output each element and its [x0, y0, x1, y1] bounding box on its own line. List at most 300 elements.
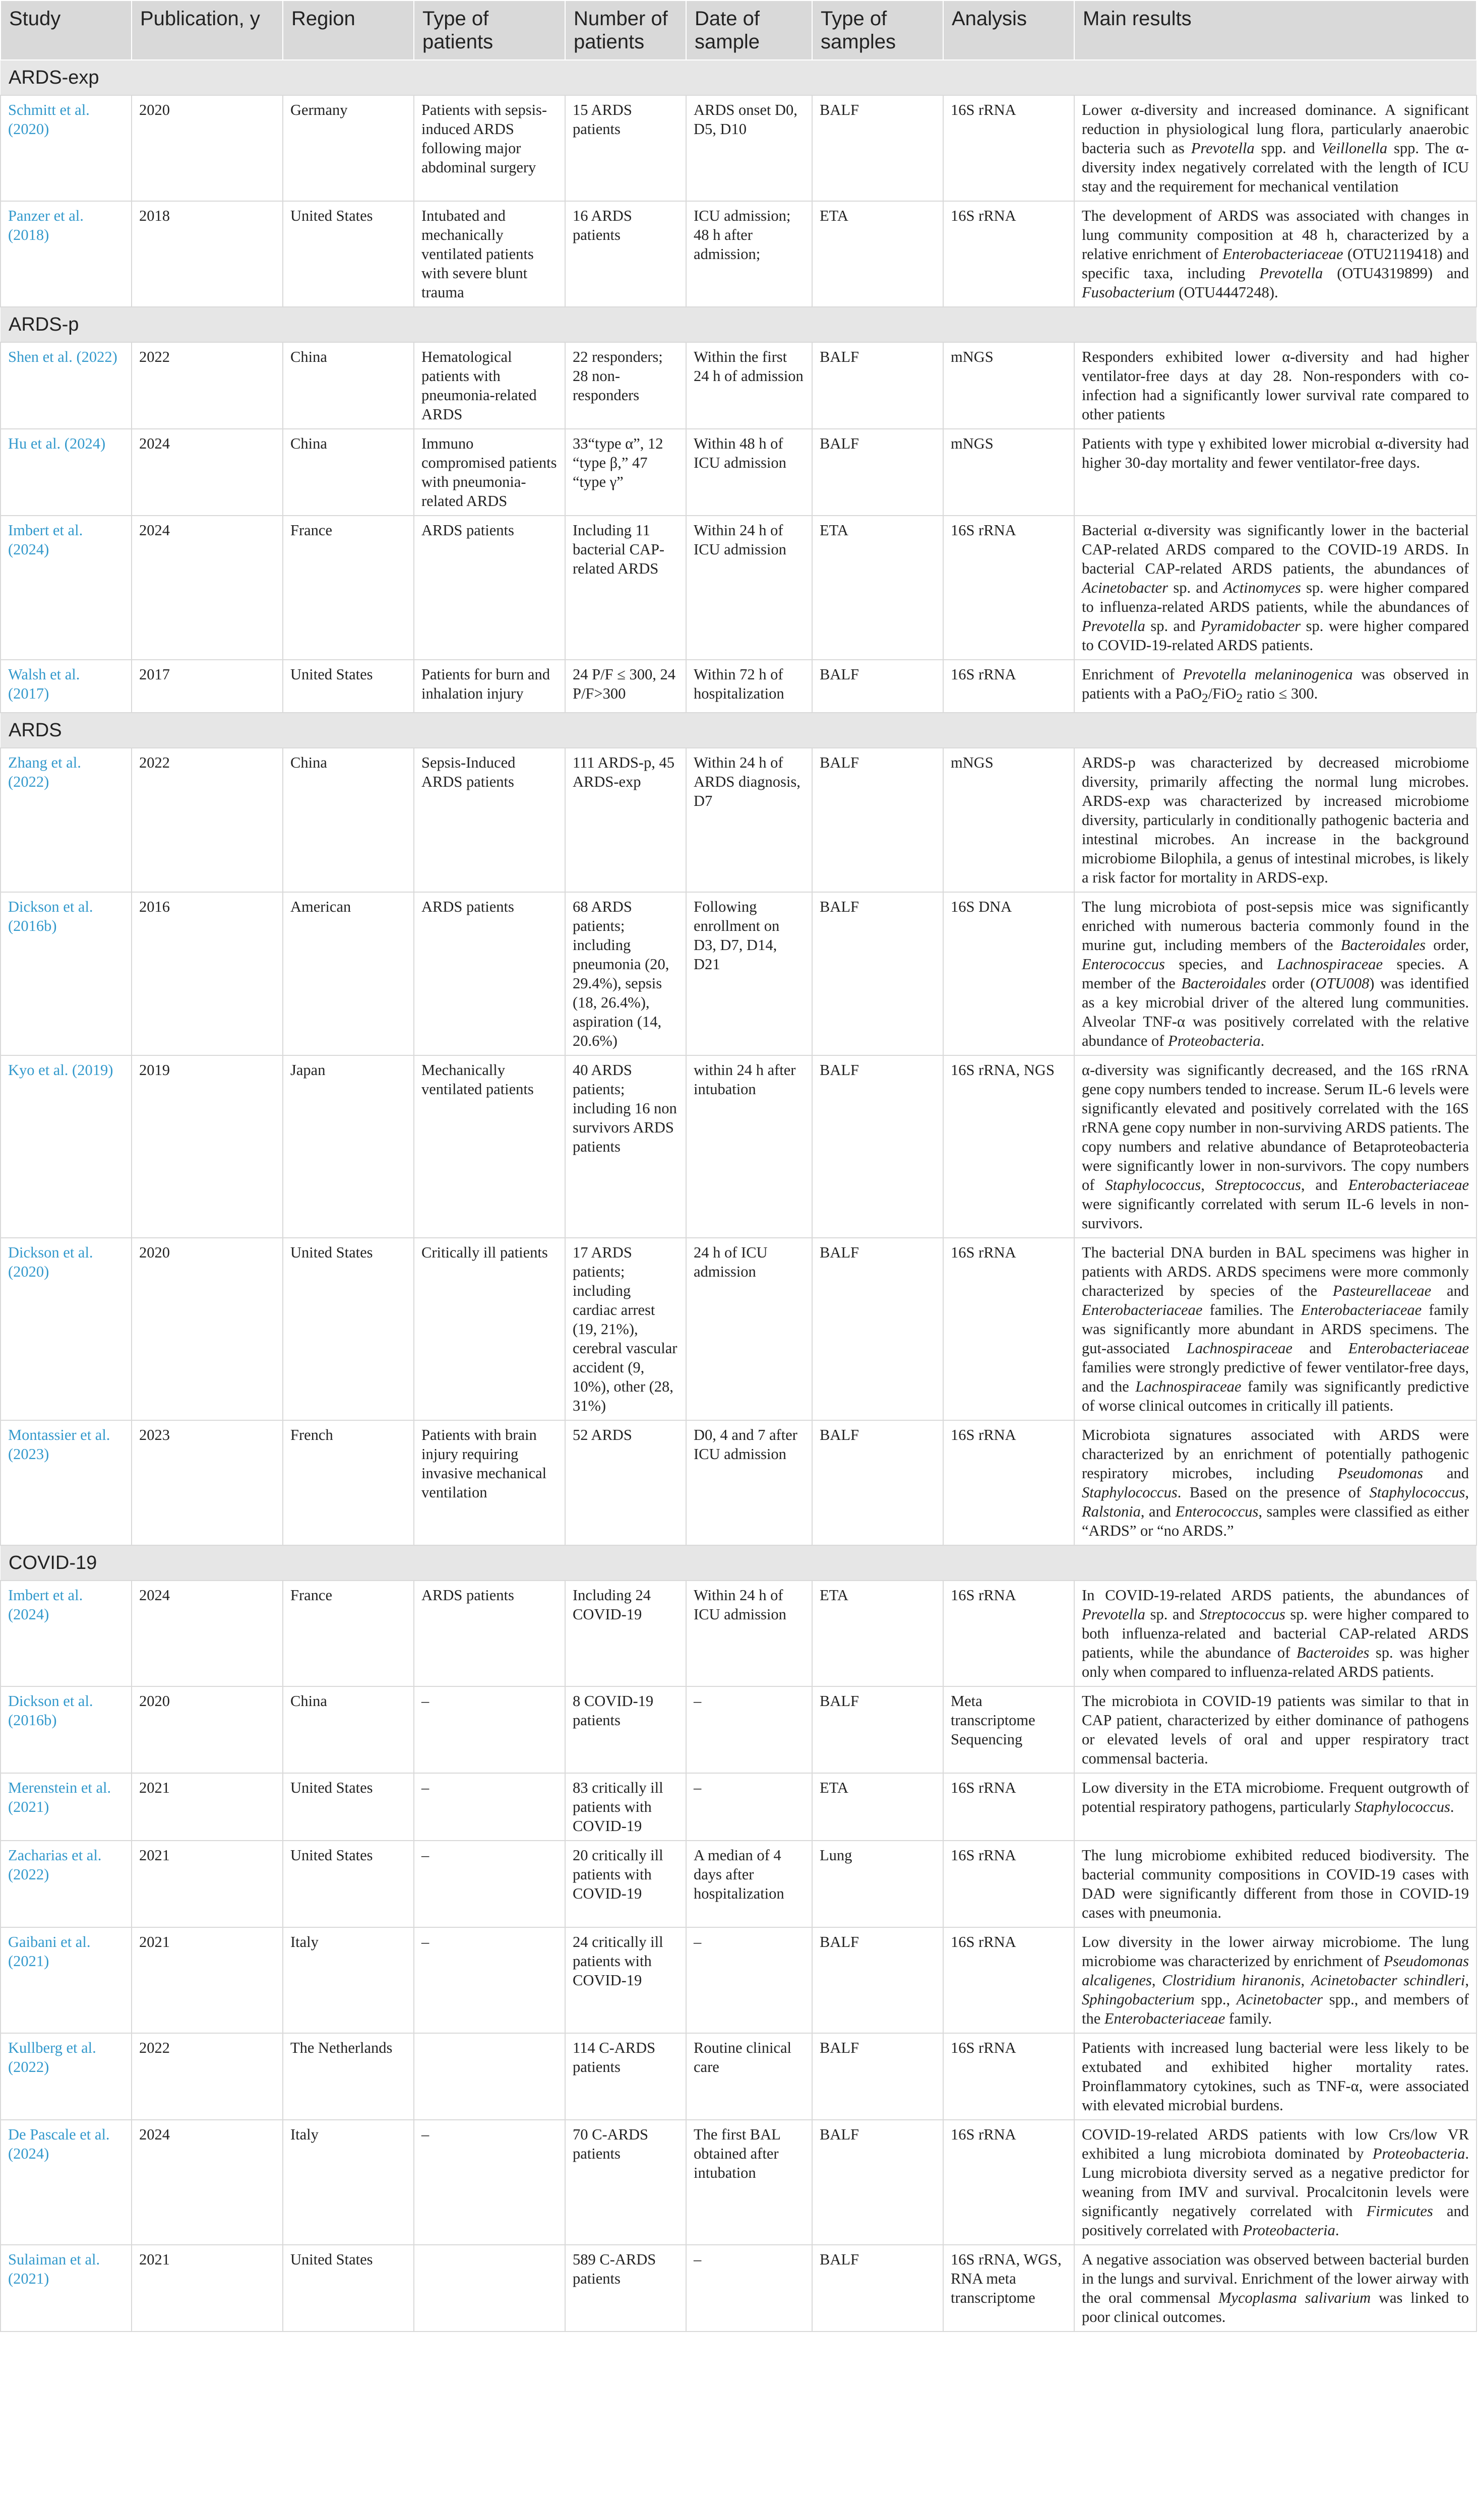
- cell-type-of-samples: BALF: [812, 2033, 943, 2120]
- cell-date-of-sample: ICU admission; 48 h after admission;: [686, 201, 812, 307]
- result-text: The lung microbiome exhibited reduced biodiversity. The bacterial community compositions in COVID-19 cases with DAD were significantly different from those in COVID-19 cases with pneumonia.: [1082, 1847, 1469, 1922]
- cell-region: France: [283, 1581, 414, 1686]
- cell-analysis: 16S rRNA: [943, 2033, 1074, 2120]
- table-row: [1, 2033, 1476, 2120]
- cell-analysis: 16S rRNA, NGS: [943, 1055, 1074, 1238]
- result-text: ,: [1465, 1972, 1469, 1989]
- result-text: sp. and: [1145, 617, 1201, 635]
- result-text: Prevotella: [1191, 140, 1255, 157]
- section-title: ARDS-exp: [1, 60, 1476, 95]
- cell-main-results: [1074, 516, 1476, 660]
- cell-main-results: [1074, 1686, 1476, 1773]
- cell-number-of-patients: 68 ARDS patients; including pneumonia (20, 29.4%), sepsis (18, 26.4%), aspiration (14, 20.6%): [565, 892, 686, 1055]
- cell-type-of-samples: BALF: [812, 95, 943, 201]
- result-text: Prevotella: [1082, 617, 1145, 635]
- result-text: Pyramidobacter: [1200, 617, 1301, 635]
- result-text: The bacterial DNA burden in BAL specimens was higher in patients with ARDS. ARDS specimens were more commonly characterized by species of the: [1082, 1244, 1469, 1300]
- result-text: Streptococcus: [1215, 1176, 1301, 1194]
- header-type-of-patients: Type of patients: [414, 1, 565, 60]
- cell-type-of-patients: Patients with brain injury requiring invasive mechanical ventilation: [414, 1420, 565, 1545]
- cell-date-of-sample: within 24 h after intubation: [686, 1055, 812, 1238]
- cell-date-of-sample: Within 24 h of ICU admission: [686, 516, 812, 660]
- cell-region: United States: [283, 1773, 414, 1841]
- result-text: Mycoplasma salivarium: [1218, 2289, 1371, 2307]
- result-text: Sphingobacterium: [1082, 1991, 1195, 2008]
- cell-type-of-patients: Patients for burn and inhalation injury: [414, 660, 565, 713]
- cell-type-of-patients: Hematological patients with pneumonia-related ARDS: [414, 342, 565, 429]
- cell-type-of-patients: [414, 2245, 565, 2332]
- result-text: . Based on the presence of: [1177, 1484, 1370, 1501]
- cell-main-results: [1074, 95, 1476, 201]
- section-row: [1, 1545, 1476, 1581]
- result-text: family was significantly more abundant in ARDS specimens. The gut-associated: [1082, 1301, 1469, 1357]
- result-text: spp., and members of the: [1082, 1991, 1469, 2028]
- cell-publication-year: 2019: [132, 1055, 283, 1238]
- result-text: spp. and: [1254, 140, 1322, 157]
- result-text: ratio ≤ 300.: [1243, 685, 1318, 702]
- cell-number-of-patients: 52 ARDS: [565, 1420, 686, 1545]
- cell-publication-year: 2024: [132, 429, 283, 516]
- result-text: In COVID-19-related ARDS patients, the abundances of: [1082, 1587, 1469, 1604]
- cell-region: United States: [283, 1841, 414, 1927]
- table-row: [1, 2120, 1476, 2245]
- cell-region: China: [283, 342, 414, 429]
- cell-analysis: 16S rRNA: [943, 201, 1074, 307]
- result-text: Clostridium hiranonis: [1162, 1972, 1301, 1989]
- cell-analysis: Meta transcriptome Sequencing: [943, 1686, 1074, 1773]
- cell-region: United States: [283, 201, 414, 307]
- cell-region: Germany: [283, 95, 414, 201]
- header-study: Study: [1, 1, 132, 60]
- cell-publication-year: 2021: [132, 2245, 283, 2332]
- result-text: Streptococcus: [1199, 1606, 1285, 1623]
- cell-type-of-patients: [414, 2033, 565, 2120]
- result-text: Bacterial α-diversity was significantly lower in the bacterial CAP-related ARDS compared to the COVID-19 ARDS. In bacterial CAP-related ARDS patients, the abundances of: [1082, 522, 1469, 577]
- cell-date-of-sample: –: [686, 1686, 812, 1773]
- cell-type-of-patients: Intubated and mechanically ventilated patients with severe blunt trauma: [414, 201, 565, 307]
- result-text: OTU008: [1315, 975, 1370, 992]
- result-text: was linked to poor clinical outcomes.: [1082, 2289, 1469, 2326]
- result-text: 2: [1202, 691, 1208, 706]
- cell-type-of-patients: ARDS patients: [414, 1581, 565, 1686]
- cell-type-of-patients: Mechanically ventilated patients: [414, 1055, 565, 1238]
- result-text: , samples were classified as either “ARDS” or “no ARDS.”: [1082, 1503, 1469, 1540]
- cell-analysis: 16S rRNA: [943, 2120, 1074, 2245]
- table-row: [1, 342, 1476, 429]
- cell-study[interactable]: Gaibani et al. (2021): [1, 1927, 132, 2033]
- result-text: Pasteurellaceae: [1332, 1282, 1432, 1300]
- table-row: [1, 1238, 1476, 1420]
- cell-publication-year: 2021: [132, 1841, 283, 1927]
- cell-number-of-patients: 17 ARDS patients; including cardiac arrest (19, 21%), cerebral vascular accident (9, 10%), other (28, 31%): [565, 1238, 686, 1420]
- header-region: Region: [283, 1, 414, 60]
- result-text: family.: [1225, 2010, 1272, 2028]
- cell-analysis: 16S rRNA: [943, 1581, 1074, 1686]
- result-text: Acinetobacter: [1082, 579, 1168, 596]
- cell-study[interactable]: Imbert et al. (2024): [1, 516, 132, 660]
- cell-analysis: 16S rRNA: [943, 1841, 1074, 1927]
- cell-type-of-samples: BALF: [812, 1927, 943, 2033]
- result-text: Acinetobacter schindleri: [1311, 1972, 1465, 1989]
- cell-number-of-patients: 114 C-ARDS patients: [565, 2033, 686, 2120]
- cell-region: The Netherlands: [283, 2033, 414, 2120]
- cell-type-of-samples: ETA: [812, 201, 943, 307]
- result-text: species, and: [1164, 956, 1277, 973]
- cell-number-of-patients: 33“type α”, 12 “type β,” 47 “type γ”: [565, 429, 686, 516]
- cell-publication-year: 2024: [132, 2120, 283, 2245]
- cell-analysis: 16S DNA: [943, 892, 1074, 1055]
- cell-type-of-samples: BALF: [812, 342, 943, 429]
- cell-study[interactable]: Walsh et al. (2017): [1, 660, 132, 713]
- result-text: Prevotella: [1082, 1606, 1145, 1623]
- section-title: ARDS: [1, 713, 1476, 748]
- cell-region: China: [283, 429, 414, 516]
- cell-type-of-samples: BALF: [812, 2120, 943, 2245]
- header-row: [1, 1, 1476, 60]
- result-text: , and: [1140, 1503, 1176, 1521]
- result-text: families were strongly predictive of fewer ventilator-free days, and the: [1082, 1359, 1469, 1396]
- cell-publication-year: 2020: [132, 1686, 283, 1773]
- result-text: sp. were higher compared to influenza-related ARDS patients, while the abundances of: [1082, 579, 1469, 615]
- cell-analysis: 16S rRNA: [943, 516, 1074, 660]
- table-row: [1, 516, 1476, 660]
- cell-region: United States: [283, 1238, 414, 1420]
- result-text: Staphylococcus: [1082, 1484, 1178, 1501]
- header-analysis: Analysis: [943, 1, 1074, 60]
- result-text: The development of ARDS was associated with changes in lung community composition at 48 h, characterized by a relative enrichment of: [1082, 207, 1469, 263]
- cell-main-results: [1074, 2120, 1476, 2245]
- result-text: Patients with increased lung bacterial were less likely to be extubated and exhibited higher mortality rates. Proinflammatory cytokines, such as TNF-α, were associated with elevated microbial burdens.: [1082, 2039, 1469, 2114]
- cell-study[interactable]: Dickson et al. (2016b): [1, 892, 132, 1055]
- result-text: ,: [1301, 1972, 1311, 1989]
- table-row: [1, 201, 1476, 307]
- cell-publication-year: 2018: [132, 201, 283, 307]
- section-row: [1, 60, 1476, 95]
- cell-analysis: mNGS: [943, 342, 1074, 429]
- cell-number-of-patients: 589 C-ARDS patients: [565, 2245, 686, 2332]
- result-text: sp. were higher compared to COVID-19-related ARDS patients.: [1082, 617, 1469, 654]
- cell-date-of-sample: 24 h of ICU admission: [686, 1238, 812, 1420]
- result-text: Patients with type γ exhibited lower microbial α-diversity had higher 30-day mortality and fewer ventilator-free days.: [1082, 435, 1469, 471]
- section-title: COVID-19: [1, 1545, 1476, 1581]
- section-row: [1, 713, 1476, 748]
- cell-type-of-patients: –: [414, 1841, 565, 1927]
- result-text: species. A member of the: [1082, 956, 1469, 992]
- cell-date-of-sample: Following enrollment on D3, D7, D14, D21: [686, 892, 812, 1055]
- result-text: ,: [1151, 1972, 1162, 1989]
- result-text: Enterobacteriaceae: [1104, 2010, 1225, 2028]
- result-text: Staphylococcus: [1105, 1176, 1201, 1194]
- result-text: .: [1335, 2222, 1339, 2239]
- cell-type-of-patients: Critically ill patients: [414, 1238, 565, 1420]
- cell-main-results: [1074, 201, 1476, 307]
- result-text: . Lung microbiota diversity served as a negative predictor for weaning from IMV and survival. Procalcitonin levels were significantly negatively correlated with: [1082, 2145, 1469, 2220]
- cell-type-of-patients: Sepsis-Induced ARDS patients: [414, 748, 565, 892]
- cell-number-of-patients: 40 ARDS patients; including 16 non survivors ARDS patients: [565, 1055, 686, 1238]
- cell-study[interactable]: Dickson et al. (2020): [1, 1238, 132, 1420]
- cell-region: Japan: [283, 1055, 414, 1238]
- cell-date-of-sample: Within 72 h of hospitalization: [686, 660, 812, 713]
- cell-date-of-sample: ARDS onset D0, D5, D10: [686, 95, 812, 201]
- cell-number-of-patients: Including 11 bacterial CAP-related ARDS: [565, 516, 686, 660]
- cell-type-of-samples: BALF: [812, 892, 943, 1055]
- cell-publication-year: 2024: [132, 1581, 283, 1686]
- cell-number-of-patients: 24 critically ill patients with COVID-19: [565, 1927, 686, 2033]
- cell-date-of-sample: Routine clinical care: [686, 2033, 812, 2120]
- result-text: Bacteroidales: [1181, 975, 1266, 992]
- result-text: Responders exhibited lower α-diversity and had higher ventilator-free days at day 28. Non-responders with co-infection had a significantly lower survival rate compared to other patients: [1082, 348, 1469, 423]
- header-publication-year: Publication, y: [132, 1, 283, 60]
- cell-type-of-patients: –: [414, 1686, 565, 1773]
- cell-study[interactable]: Kyo et al. (2019): [1, 1055, 132, 1238]
- result-text: sp. were higher compared to both influenza-related and bacterial CAP-related ARDS patients, while the abundance of: [1082, 1606, 1469, 1662]
- cell-date-of-sample: A median of 4 days after hospitalization: [686, 1841, 812, 1927]
- cell-study[interactable]: Shen et al. (2022): [1, 342, 132, 429]
- result-text: Prevotella: [1259, 265, 1323, 282]
- cell-study[interactable]: Zhang et al. (2022): [1, 748, 132, 892]
- cell-publication-year: 2022: [132, 2033, 283, 2120]
- result-text: Lachnospiraceae: [1135, 1378, 1242, 1396]
- section-title: ARDS-p: [1, 307, 1476, 342]
- cell-region: China: [283, 1686, 414, 1773]
- result-text: Enterobacteriaceae: [1348, 1176, 1469, 1194]
- table-row: [1, 1841, 1476, 1927]
- table-row: [1, 429, 1476, 516]
- result-text: and positively correlated with: [1082, 2202, 1469, 2239]
- cell-publication-year: 2021: [132, 1927, 283, 2033]
- result-text: Enterobacteriaceae: [1301, 1301, 1422, 1319]
- cell-region: Italy: [283, 2120, 414, 2245]
- result-text: Lachnospiraceae: [1276, 956, 1383, 973]
- cell-type-of-patients: –: [414, 1773, 565, 1841]
- cell-type-of-patients: Immuno compromised patients with pneumonia-related ARDS: [414, 429, 565, 516]
- cell-type-of-samples: ETA: [812, 516, 943, 660]
- cell-study[interactable]: Zacharias et al. (2022): [1, 1841, 132, 1927]
- cell-publication-year: 2024: [132, 516, 283, 660]
- cell-study[interactable]: Merenstein et al. (2021): [1, 1773, 132, 1841]
- cell-type-of-samples: BALF: [812, 1055, 943, 1238]
- result-text: and: [1423, 1465, 1469, 1482]
- result-text: (OTU4447248).: [1175, 284, 1278, 301]
- cell-region: Italy: [283, 1927, 414, 2033]
- cell-number-of-patients: 8 COVID-19 patients: [565, 1686, 686, 1773]
- cell-publication-year: 2020: [132, 1238, 283, 1420]
- result-text: (OTU4319899) and: [1323, 265, 1469, 282]
- result-text: Proteobacteria: [1372, 2145, 1465, 2163]
- result-text: and: [1431, 1282, 1469, 1300]
- cell-type-of-samples: BALF: [812, 2245, 943, 2332]
- result-text: Proteobacteria: [1243, 2222, 1335, 2239]
- cell-type-of-samples: Lung: [812, 1841, 943, 1927]
- header-number-of-patients: Number of patients: [565, 1, 686, 60]
- result-text: Veillonella: [1321, 140, 1388, 157]
- result-text: COVID-19-related ARDS patients with low Crs/low VR exhibited a lung microbiota dominated by: [1082, 2126, 1469, 2163]
- cell-main-results: [1074, 429, 1476, 516]
- cell-date-of-sample: Within 48 h of ICU admission: [686, 429, 812, 516]
- cell-number-of-patients: 20 critically ill patients with COVID-19: [565, 1841, 686, 1927]
- cell-study[interactable]: Montassier et al. (2023): [1, 1420, 132, 1545]
- cell-main-results: [1074, 1581, 1476, 1686]
- table-body: [1, 60, 1476, 2332]
- cell-analysis: 16S rRNA: [943, 95, 1074, 201]
- cell-type-of-patients: ARDS patients: [414, 516, 565, 660]
- cell-type-of-patients: –: [414, 1927, 565, 2033]
- cell-analysis: 16S rRNA: [943, 1773, 1074, 1841]
- header-main-results: Main results: [1074, 1, 1476, 60]
- cell-analysis: 16S rRNA: [943, 1927, 1074, 2033]
- table-row: [1, 2245, 1476, 2332]
- cell-type-of-samples: BALF: [812, 1686, 943, 1773]
- result-text: 2: [1236, 691, 1243, 706]
- result-text: Pseudomonas alcaligenes: [1082, 1952, 1469, 1989]
- result-text: Enterobacteriaceae: [1348, 1340, 1469, 1357]
- result-text: Actinomyces: [1223, 579, 1301, 596]
- section-row: [1, 307, 1476, 342]
- table-row: [1, 1581, 1476, 1686]
- cell-main-results: [1074, 1927, 1476, 2033]
- header-date-of-sample: Date of sample: [686, 1, 812, 60]
- cell-number-of-patients: 22 responders; 28 non-responders: [565, 342, 686, 429]
- cell-region: France: [283, 516, 414, 660]
- result-text: ) was identified as a key microbial driver of the altered lung communities. Alveolar TNF-α was positively correlated with the relative abundance of: [1082, 975, 1469, 1050]
- cell-main-results: [1074, 1420, 1476, 1545]
- result-text: Enterobacteriaceae: [1082, 1301, 1203, 1319]
- result-text: (OTU2119418) and specific taxa, including: [1082, 245, 1469, 282]
- table-row: [1, 660, 1476, 713]
- result-text: Ralstonia: [1082, 1503, 1141, 1521]
- cell-region: United States: [283, 2245, 414, 2332]
- result-text: The lung microbiota of post-sepsis mice was significantly enriched with numerous bacteria commonly found in the murine gut, including members of the: [1082, 898, 1469, 954]
- result-text: Proteobacteria: [1168, 1032, 1261, 1050]
- cell-publication-year: 2016: [132, 892, 283, 1055]
- cell-study[interactable]: Panzer et al. (2018): [1, 201, 132, 307]
- result-text: Acinetobacter: [1236, 1991, 1323, 2008]
- cell-publication-year: 2021: [132, 1773, 283, 1841]
- cell-type-of-patients: ARDS patients: [414, 892, 565, 1055]
- result-text: was observed in patients with a PaO: [1082, 666, 1469, 702]
- cell-date-of-sample: D0, 4 and 7 after ICU admission: [686, 1420, 812, 1545]
- cell-study[interactable]: Hu et al. (2024): [1, 429, 132, 516]
- cell-date-of-sample: Within the first 24 h of admission: [686, 342, 812, 429]
- cell-type-of-samples: BALF: [812, 748, 943, 892]
- cell-date-of-sample: –: [686, 1927, 812, 2033]
- result-text: The microbiota in COVID-19 patients was similar to that in CAP patient, characterized by either dominance of pathogens or elevated levels of oral and upper respiratory tract commensal bacteria.: [1082, 1692, 1469, 1768]
- result-text: , and: [1301, 1176, 1348, 1194]
- cell-analysis: mNGS: [943, 748, 1074, 892]
- cell-study[interactable]: Imbert et al. (2024): [1, 1581, 132, 1686]
- header-type-of-samples: Type of samples: [812, 1, 943, 60]
- cell-date-of-sample: Within 24 h of ARDS diagnosis, D7: [686, 748, 812, 892]
- cell-publication-year: 2020: [132, 95, 283, 201]
- result-text: Staphylococcus: [1354, 1798, 1450, 1816]
- cell-study[interactable]: Sulaiman et al. (2021): [1, 2245, 132, 2332]
- cell-type-of-samples: BALF: [812, 429, 943, 516]
- cell-publication-year: 2023: [132, 1420, 283, 1545]
- result-text: Enterococcus: [1082, 956, 1165, 973]
- cell-main-results: [1074, 1773, 1476, 1841]
- cell-region: United States: [283, 660, 414, 713]
- cell-date-of-sample: –: [686, 2245, 812, 2332]
- result-text: Bacteroides: [1296, 1644, 1370, 1662]
- cell-date-of-sample: The first BAL obtained after intubation: [686, 2120, 812, 2245]
- cell-main-results: [1074, 2033, 1476, 2120]
- cell-study[interactable]: Kullberg et al. (2022): [1, 2033, 132, 2120]
- cell-publication-year: 2022: [132, 748, 283, 892]
- result-text: Microbiota signatures associated with ARDS were characterized by an enrichment of potentially pathogenic respiratory microbes, including: [1082, 1426, 1469, 1482]
- result-text: Lachnospiraceae: [1186, 1340, 1292, 1357]
- result-text: family was significantly predictive of worse clinical outcomes in critically ill patients.: [1082, 1378, 1469, 1415]
- cell-publication-year: 2022: [132, 342, 283, 429]
- cell-main-results: [1074, 342, 1476, 429]
- cell-type-of-samples: ETA: [812, 1773, 943, 1841]
- result-text: Staphylococcus: [1369, 1484, 1465, 1501]
- cell-analysis: 16S rRNA, WGS, RNA meta transcriptome: [943, 2245, 1074, 2332]
- table-row: [1, 1686, 1476, 1773]
- result-text: Enterobacteriaceae: [1222, 245, 1343, 263]
- cell-publication-year: 2017: [132, 660, 283, 713]
- table-row: [1, 748, 1476, 892]
- result-text: and: [1292, 1340, 1348, 1357]
- cell-analysis: mNGS: [943, 429, 1074, 516]
- result-text: /FiO: [1208, 685, 1237, 702]
- result-text: were significantly correlated with serum IL-6 levels in non-survivors.: [1082, 1195, 1469, 1232]
- cell-main-results: [1074, 1055, 1476, 1238]
- result-text: Fusobacterium: [1082, 284, 1175, 301]
- table-row: [1, 1927, 1476, 2033]
- cell-study[interactable]: De Pascale et al. (2024): [1, 2120, 132, 2245]
- cell-type-of-patients: Patients with sepsis-induced ARDS following major abdominal surgery: [414, 95, 565, 201]
- cell-region: China: [283, 748, 414, 892]
- table-row: [1, 1055, 1476, 1238]
- result-text: families. The: [1202, 1301, 1301, 1319]
- table-row: [1, 95, 1476, 201]
- cell-type-of-patients: –: [414, 2120, 565, 2245]
- result-text: .: [1260, 1032, 1265, 1050]
- table-row: [1, 1773, 1476, 1841]
- result-text: α-diversity was significantly decreased, and the 16S rRNA gene copy numbers tended to increase. Serum IL-6 levels were significantly elevated and positively correlated with the 16S rRNA gene copy number in non-surviving ARDS patients. The copy numbers and relative abundance of Betaproteobacteria were significantly lower in non-survivors. The copy numbers of: [1082, 1061, 1469, 1194]
- cell-main-results: [1074, 2245, 1476, 2332]
- cell-study[interactable]: Schmitt et al. (2020): [1, 95, 132, 201]
- cell-study[interactable]: Dickson et al. (2016b): [1, 1686, 132, 1773]
- result-text: ,: [1201, 1176, 1215, 1194]
- cell-region: American: [283, 892, 414, 1055]
- result-text: order (: [1266, 975, 1316, 992]
- result-text: sp. and: [1168, 579, 1223, 596]
- cell-analysis: 16S rRNA: [943, 1238, 1074, 1420]
- result-text: Pseudomonas: [1337, 1465, 1424, 1482]
- cell-number-of-patients: 16 ARDS patients: [565, 201, 686, 307]
- result-text: .: [1450, 1798, 1454, 1816]
- result-text: A negative association was observed between bacterial burden in the lungs and survival. Enrichment of the lower airway with the oral commensal: [1082, 2251, 1469, 2307]
- cell-number-of-patients: 70 C-ARDS patients: [565, 2120, 686, 2245]
- cell-main-results: [1074, 660, 1476, 713]
- result-text: spp. The α-diversity index negatively correlated with the length of ICU stay and the requirement for mechanical ventilation: [1082, 140, 1469, 195]
- result-text: sp. and: [1145, 1606, 1200, 1623]
- result-text: Low diversity in the ETA microbiome. Frequent outgrowth of potential respiratory pathogens, particularly: [1082, 1779, 1469, 1816]
- result-text: Low diversity in the lower airway microbiome. The lung microbiome was characterized by enrichment of: [1082, 1933, 1469, 1970]
- cell-type-of-samples: BALF: [812, 1238, 943, 1420]
- result-text: Lower α-diversity and increased dominance. A significant reduction in physiological lung flora, particularly anaerobic bacteria such as: [1082, 101, 1469, 157]
- cell-number-of-patients: 15 ARDS patients: [565, 95, 686, 201]
- cell-main-results: [1074, 748, 1476, 892]
- result-text: spp.,: [1194, 1991, 1237, 2008]
- result-text: ARDS-p was characterized by decreased microbiome diversity, primarily affecting the normal lung microbes. ARDS-exp was characterized by increased microbiome diversity, particularly in conditionally pathogenic bacteria and intestinal microbes. An increase in the background microbiome Bilophila, a genus of intestinal microbes, is likely a risk factor for mortality in ARDS-exp.: [1082, 754, 1469, 887]
- cell-date-of-sample: –: [686, 1773, 812, 1841]
- result-text: order,: [1426, 936, 1469, 954]
- table-row: [1, 1420, 1476, 1545]
- cell-number-of-patients: 83 critically ill patients with COVID-19: [565, 1773, 686, 1841]
- cell-main-results: [1074, 1238, 1476, 1420]
